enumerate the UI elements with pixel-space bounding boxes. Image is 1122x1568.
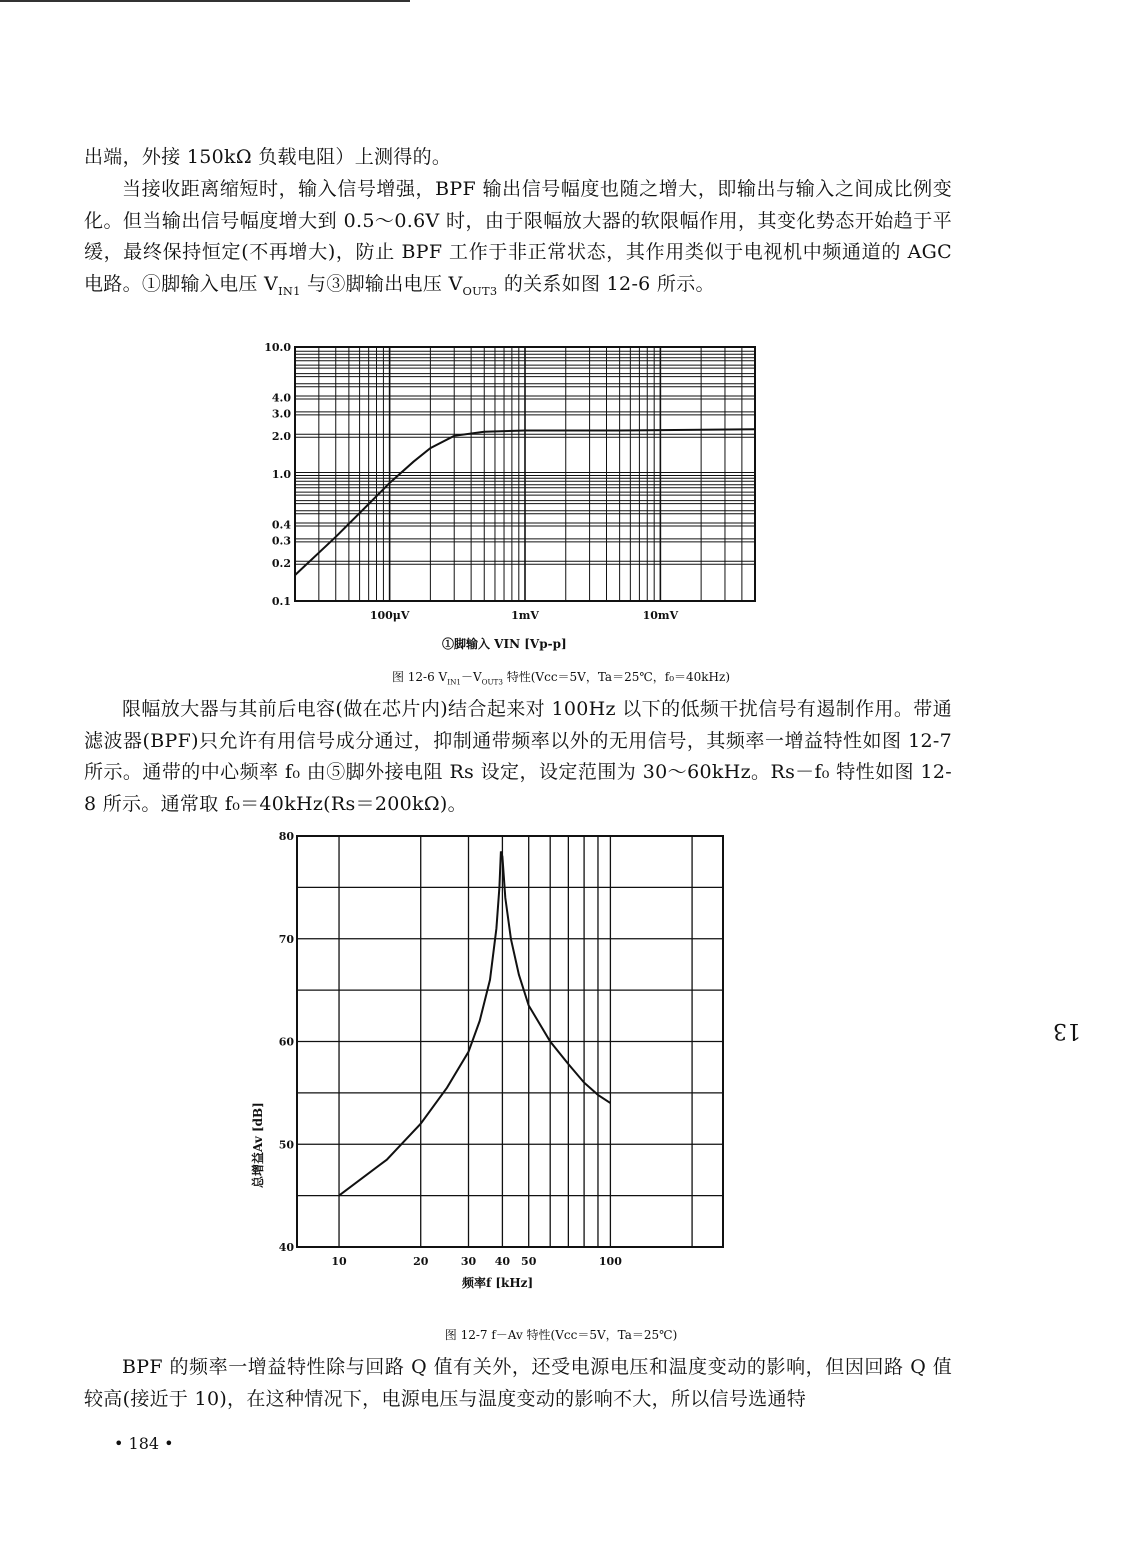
fig2-xtick: 50	[521, 1255, 537, 1268]
figure-12-7-chart	[240, 828, 740, 1298]
fig1-xtick: 1mV	[511, 609, 539, 622]
fig1-ytick: 0.3	[271, 534, 291, 548]
fig1-ytick: 1.0	[271, 468, 291, 481]
figure-12-6-caption: 图 12-6 $V_{IN1}-V_{OUT3}$ 特性(Vcc＝5V，Ta＝25℃，f₀＝40kHz)	[391, 670, 731, 687]
figure-12-7-caption: 图 12-7 f－Av 特性(Vcc＝5V，Ta＝25℃)	[444, 1328, 678, 1342]
fig1-ytick: 0.1	[271, 595, 291, 608]
paragraph-3: 限幅放大器与其前后电容(做在芯片内)结合起来对 100Hz 以下的低频干扰信号有遏制作用。带通滤波器(BPF)只允许有用信号成分通过，抑制通带频率以外的无用信号，其频率一增益特性如图 12-7 所示。通带的中心频率 f₀ 由⑤脚外接电阻 Rs 设定，设定范围为 30～60kHz。Rs－f₀ 特性如图 12-8 所示。通常取 f₀＝40kHz(Rs＝200kΩ)。	[84, 698, 952, 815]
fig2-ylabel: 总增益Av [dB]	[251, 1102, 265, 1188]
fig2-ytick: 70	[278, 932, 294, 946]
fig2-ytick: 80	[278, 830, 294, 843]
fig1-xlabel: ①脚输入 VIN [Vp-p]	[442, 637, 567, 651]
fig2-xtick: 40	[494, 1255, 511, 1268]
scan-top-edge	[0, 0, 1122, 4]
fig2-tick-labels	[279, 830, 623, 1268]
paragraph-1: 出端，外接 150kΩ 负载电阻）上测得的。	[84, 146, 452, 168]
fig2-xtick: 20	[413, 1255, 429, 1268]
figure-12-6-chart	[230, 335, 790, 660]
paragraph-2: 当接收距离缩短时，输入信号增强，BPF 输出信号幅度也随之增大，即输出与输入之间成比例变化。但当输出信号幅度增大到 0.5～0.6V 时，由于限幅放大器的软限幅作用，其变化势态开始趋于平缓，最终保持恒定(不再增大)，防止 BPF 工作于非正常状态，其作用类似于电视机中频通道的 AGC 电路。①脚输入电压 $V_{IN1}$ 与③脚输出电压 $V_{OUT3}$ 的关系如图 12-6 所示。	[84, 178, 952, 298]
fig2-xlabel: 频率f [kHz]	[462, 1276, 534, 1290]
fig2-xtick: 30	[460, 1255, 477, 1268]
fig2-ytick: 60	[278, 1035, 294, 1049]
fig1-grid	[295, 347, 755, 601]
fig1-ytick: 0.2	[271, 556, 291, 570]
fig1-xtick: 10mV	[642, 609, 679, 622]
fig2-grid	[297, 836, 723, 1247]
fig1-ytick: 10.0	[264, 341, 291, 354]
fig1-ytick: 2.0	[271, 429, 291, 443]
fig2-xtick: 10	[331, 1255, 347, 1268]
side-chapter-mark: 13	[1053, 1018, 1081, 1043]
fig2-ytick: 40	[278, 1241, 294, 1254]
fig1-ytick: 3.0	[271, 407, 291, 421]
paragraph-4: BPF 的频率一增益特性除与回路 Q 值有关外，还受电源电压和温度变动的影响，但因回路 Q 值较高(接近于 10)，在这种情况下，电源电压与温度变动的影响不大，所以信号选通特	[84, 1356, 952, 1410]
fig1-xtick: 100μV	[369, 609, 410, 622]
fig2-ytick: 50	[278, 1138, 294, 1152]
page-number: • 184 •	[114, 1434, 174, 1453]
fig1-ytick: 4.0	[271, 391, 291, 405]
fig2-xtick: 100	[598, 1255, 622, 1268]
fig1-ytick: 0.4	[271, 518, 291, 532]
